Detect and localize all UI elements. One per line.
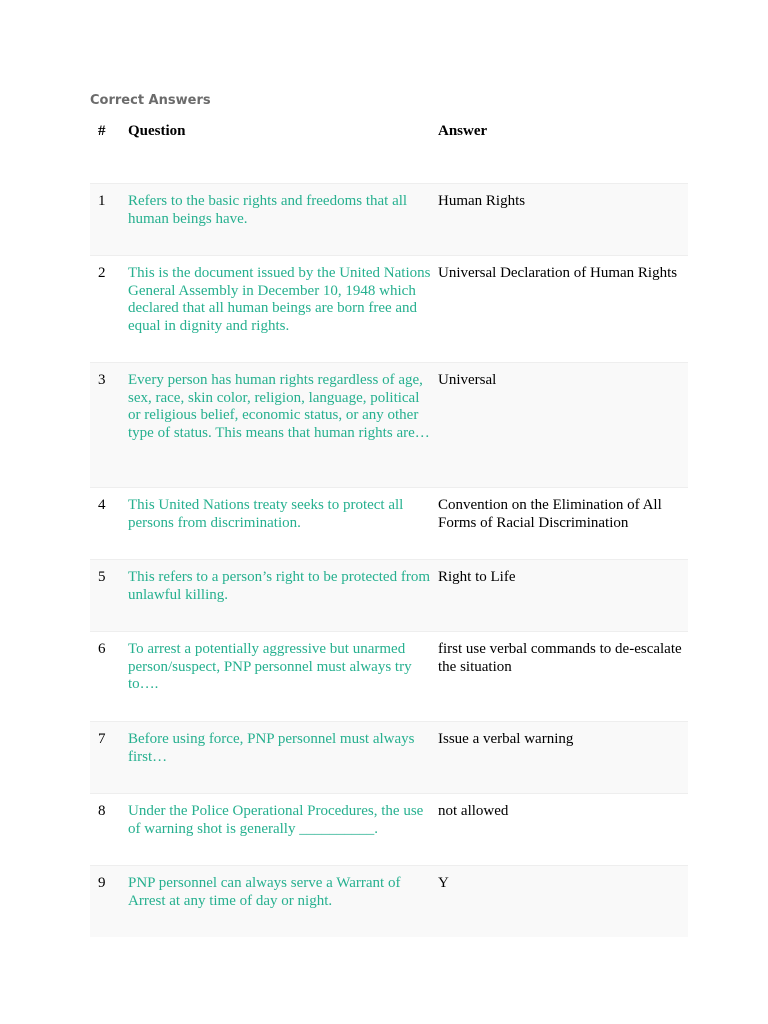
row-number: 7 (90, 722, 128, 794)
section-heading: Correct Answers (90, 93, 211, 108)
table-row (90, 256, 688, 363)
question-cell: Before using force, PNP personnel must always first… (128, 722, 438, 794)
answer-cell: Y (438, 866, 688, 938)
table-row (90, 866, 688, 938)
row-number: 3 (90, 363, 128, 488)
question-cell: Refers to the basic rights and freedoms that all human beings have. (128, 184, 438, 256)
answer-cell: first use verbal commands to de-escalate the situation (438, 632, 688, 722)
answer-cell: Universal Declaration of Human Rights (438, 256, 688, 363)
table-row (90, 488, 688, 560)
question-cell: This refers to a person’s right to be protected from unlawful killing. (128, 560, 438, 632)
table-row (90, 363, 688, 488)
answer-cell: not allowed (438, 794, 688, 866)
row-number: 5 (90, 560, 128, 632)
answer-cell: Human Rights (438, 184, 688, 256)
row-number: 4 (90, 488, 128, 560)
answer-cell: Convention on the Elimination of All Forms of Racial Discrimination (438, 488, 688, 560)
answer-cell: Universal (438, 363, 688, 488)
question-cell: To arrest a potentially aggressive but unarmed person/suspect, PNP personnel must always try to…. (128, 632, 438, 722)
question-cell: Under the Police Operational Procedures, the use of warning shot is generally __________. (128, 794, 438, 866)
row-number: 6 (90, 632, 128, 722)
column-header-question: Question (128, 123, 186, 139)
table-header-row (90, 123, 688, 184)
row-number: 8 (90, 794, 128, 866)
row-number: 9 (90, 866, 128, 938)
answer-cell: Issue a verbal warning (438, 722, 688, 794)
question-cell: Every person has human rights regardless of age, sex, race, skin color, religion, language, political or religious belief, economic status, or any other type of status. This means that human rights are… (128, 363, 438, 488)
correct-answers-section (90, 92, 688, 937)
table-row (90, 560, 688, 632)
question-cell: This United Nations treaty seeks to protect all persons from discrimination. (128, 488, 438, 560)
column-header-number: # (98, 123, 106, 139)
table-row (90, 184, 688, 256)
answers-table (90, 123, 688, 937)
row-number: 2 (90, 256, 128, 363)
question-cell: This is the document issued by the United Nations General Assembly in December 10, 1948 which declared that all human beings are born free and equal in dignity and rights. (128, 256, 438, 363)
table-row (90, 794, 688, 866)
column-header-answer: Answer (438, 123, 488, 139)
question-cell: PNP personnel can always serve a Warrant of Arrest at any time of day or night. (128, 866, 438, 938)
table-row (90, 632, 688, 722)
table-row (90, 722, 688, 794)
row-number: 1 (90, 184, 128, 256)
answer-cell: Right to Life (438, 560, 688, 632)
